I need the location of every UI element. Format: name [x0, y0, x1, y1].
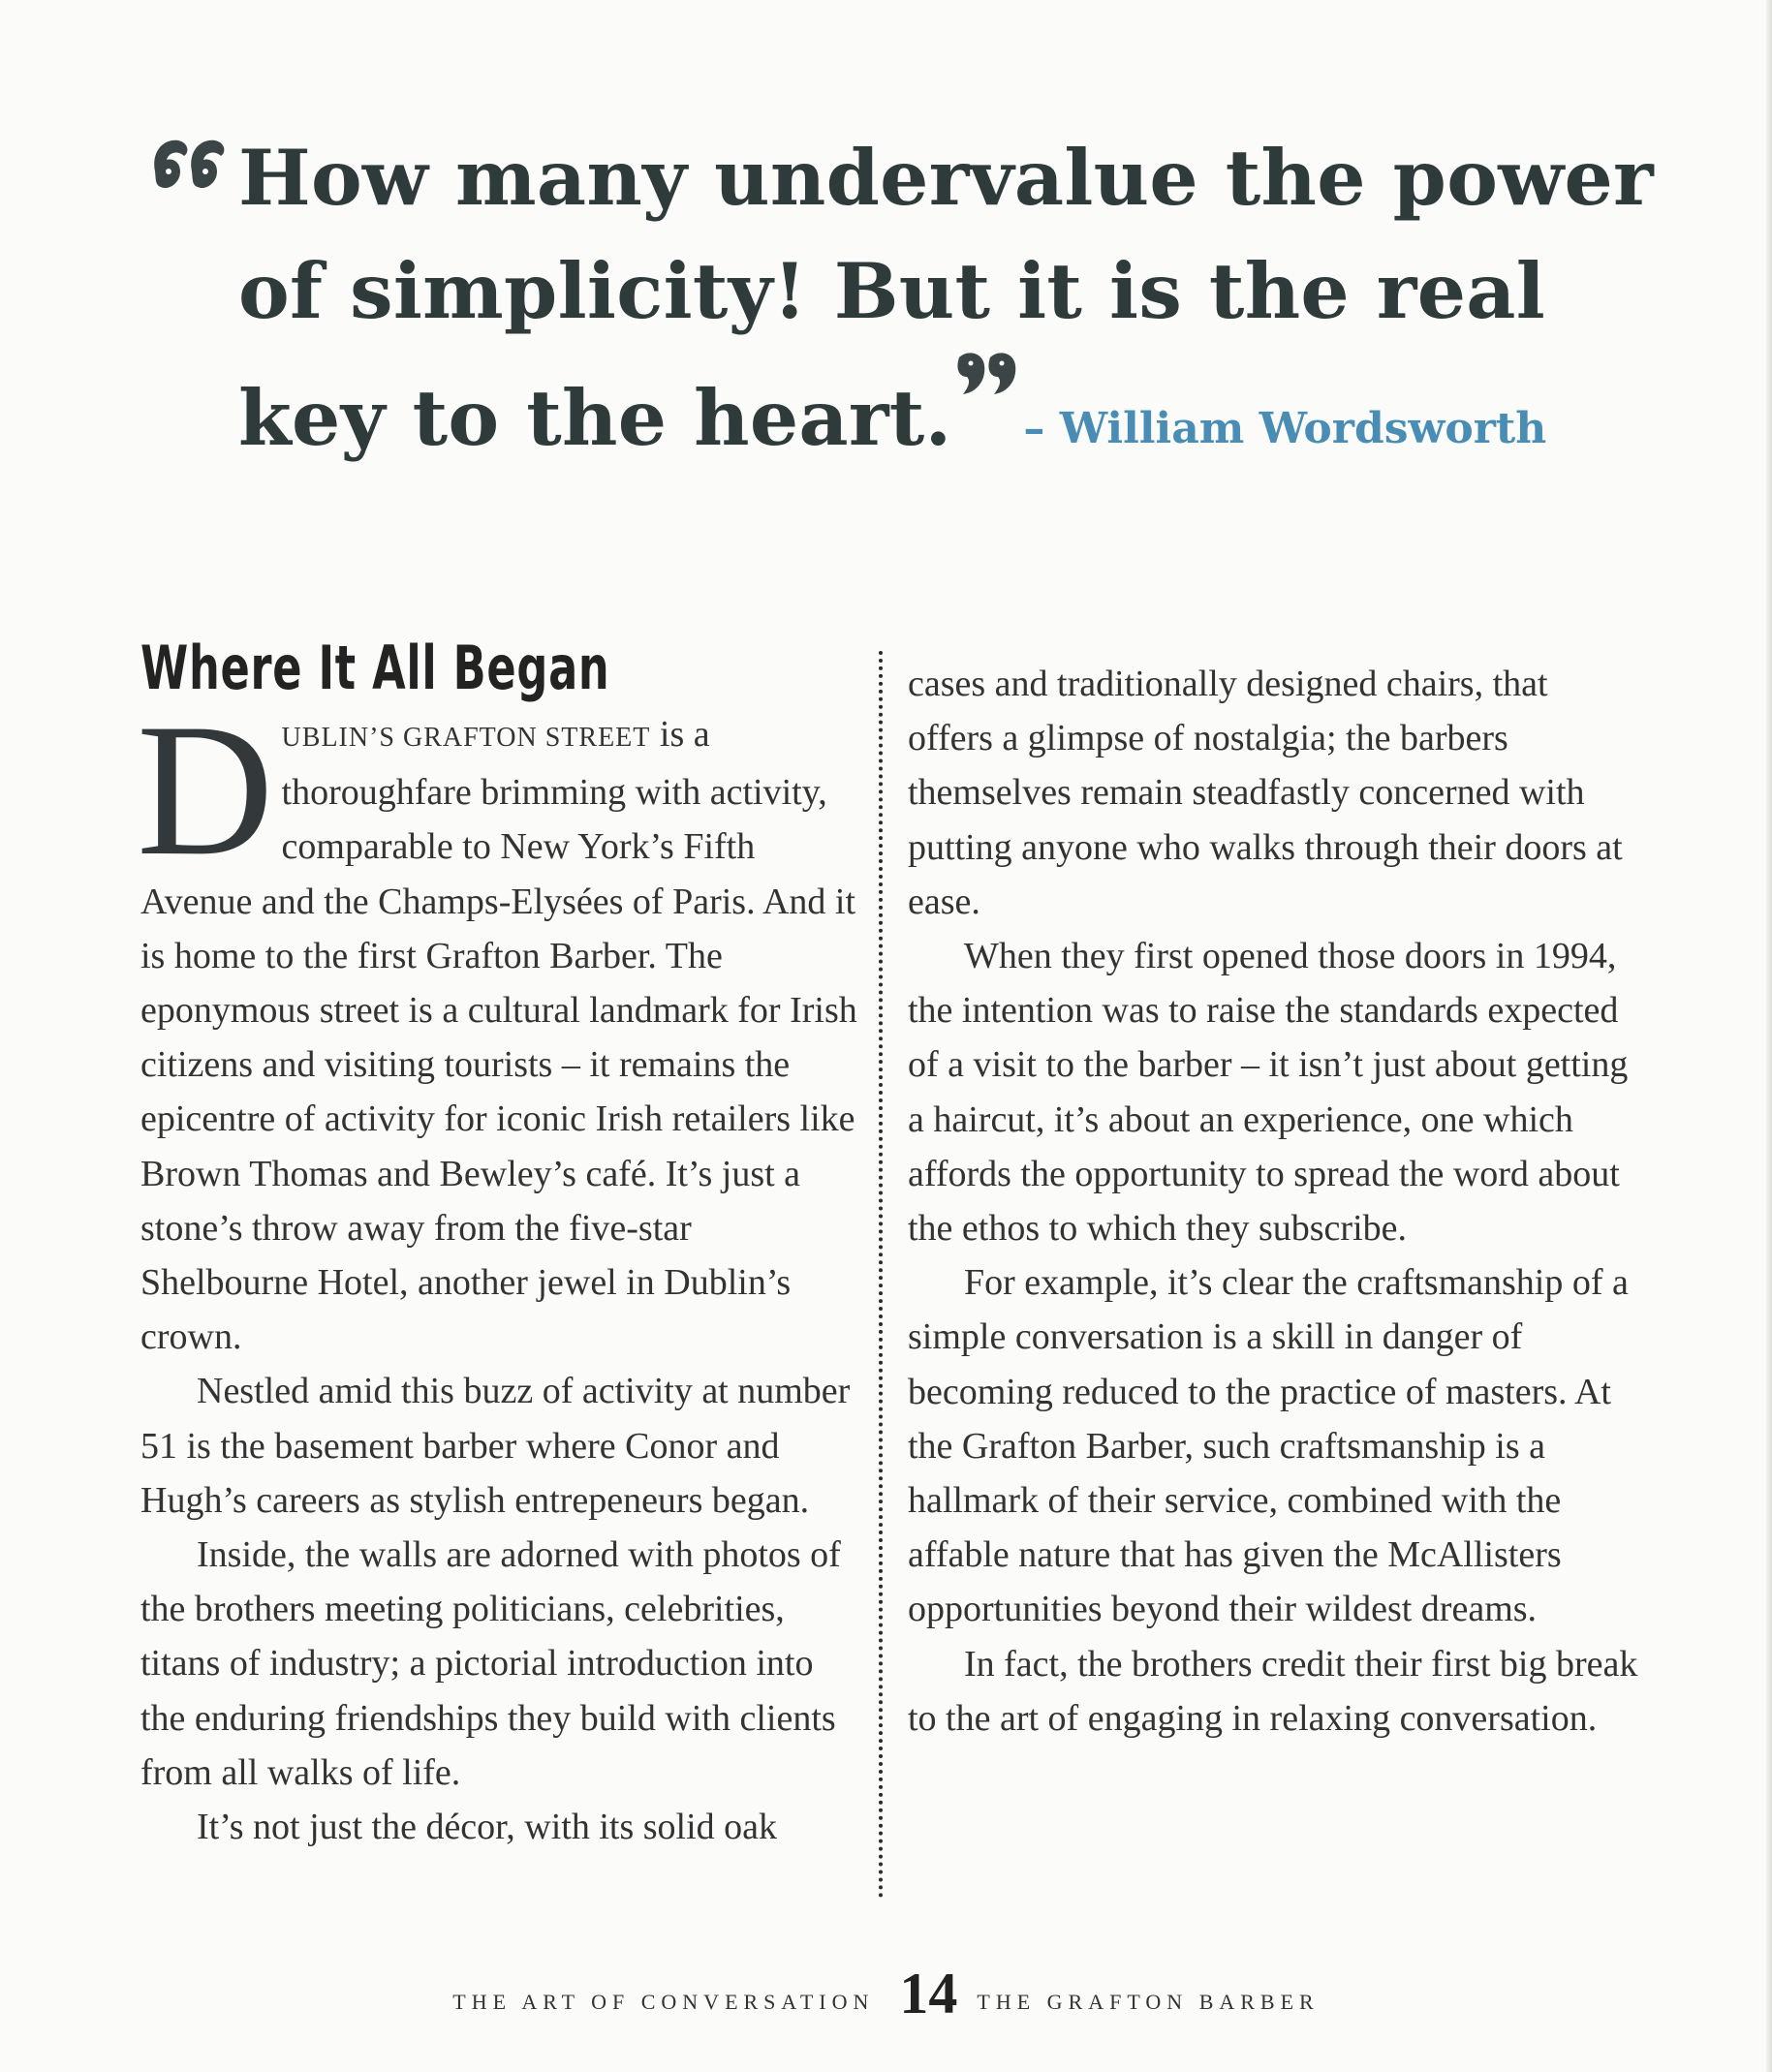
section-heading: Where It All Began [140, 633, 610, 703]
pull-quote-text [238, 121, 1692, 485]
quote-attribution: – William Wordsworth [1023, 404, 1547, 453]
page-footer [0, 1962, 1772, 2027]
paragraph: When they first opened those doors in 1994, the intention was to raise the standards expected of a visit to the barber – it isn’t just about getting a haircut, it’s about an experience, one which affords the opportunity to spread the word about the ethos to which they subscribe. [908, 936, 1629, 1250]
column-divider [879, 651, 883, 1899]
footer-brand-name: THE GRAFTON BARBER [977, 1989, 1320, 2014]
right-column [908, 657, 1639, 1746]
footer-publication-title: THE ART OF CONVERSATION [452, 1989, 875, 2014]
paragraph: In fact, the brothers credit their first big break to the art of engaging in relaxing conversation. [908, 1643, 1638, 1739]
drop-cap: D [137, 685, 274, 895]
paragraph: Inside, the walls are adorned with photos of the brothers meeting politicians, celebrities, titans of industry; a pictorial introduction into the enduring friendships they build with clients from all walks of life. [140, 1534, 841, 1793]
lead-smallcaps: UBLIN’S GRAFTON STREET [281, 723, 651, 753]
paragraph-text: is a thoroughfare brimming with activity, comparable to New York’s Fifth Avenue and the Champs-Elysées of Paris. And it is home to the first Grafton Barber. The eponymous street is a cultural landmark for Irish citizens and visiting tourists – it remains the epicentre of activity for iconic Irish retailers like Brown Thomas and Bewley’s café. It’s just a stone’s throw away from the five-star Shelbourne Hotel, another jewel in Dublin’s crown. [140, 714, 857, 1358]
page-number: 14 [899, 1962, 958, 2026]
paragraph: cases and traditionally designed chairs, that offers a glimpse of nostalgia; the barbers themselves remain steadfastly concerned with putting anyone who walks through their doors at ease. [908, 664, 1623, 922]
open-quote-icon [145, 133, 233, 201]
paragraph: Nestled amid this buzz of activity at number 51 is the basement barber where Conor and Hugh’s careers as stylish entrepeneurs began. [140, 1371, 851, 1521]
pull-quote-body: How many undervalue the power of simplicity! But it is the real key to the heart. [238, 133, 1654, 463]
page-edge-shadow [1766, 0, 1772, 2072]
paragraph: For example, it’s clear the craftsmanship of a simple conversation is a skill in danger of becoming reduced to the practice of masters. At the Grafton Barber, such craftsmanship is a hallmark of their service, combined with the affable nature that has given the McAllisters opportunities beyond their wildest dreams. [908, 1262, 1629, 1630]
close-quote-icon [953, 348, 1023, 398]
lead-paragraph [137, 685, 857, 1364]
left-column [137, 685, 857, 1854]
paragraph: It’s not just the décor, with its solid oak [197, 1807, 778, 1848]
